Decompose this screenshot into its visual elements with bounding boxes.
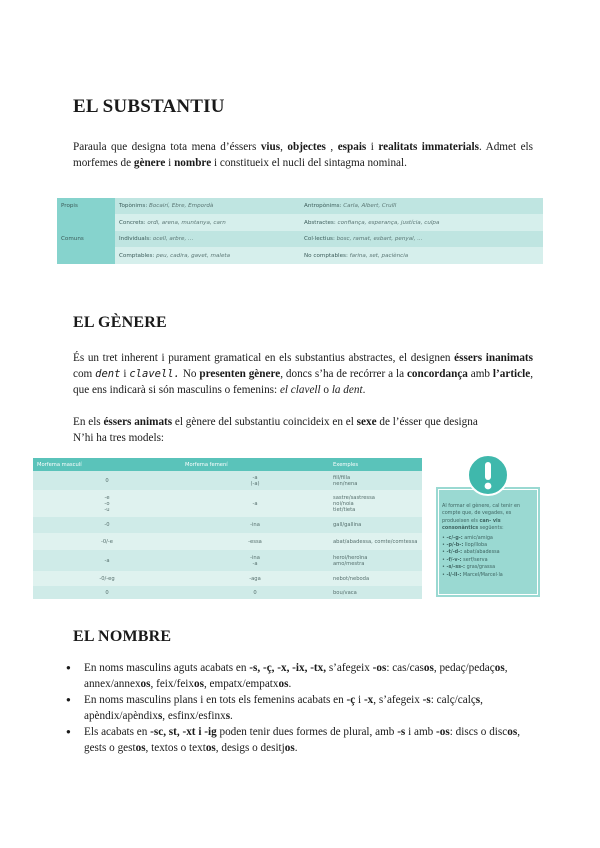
text: com (73, 368, 96, 380)
cell-fem (181, 586, 329, 599)
example-word: el clavell (279, 384, 321, 396)
bold-text: can- vis consonàntics (442, 517, 501, 532)
label: No comptables: (304, 252, 348, 259)
text: . (294, 742, 298, 754)
cell-line: -aga (249, 575, 261, 582)
text: el gènere del substantiu coincideix en el (172, 416, 357, 428)
cell-line: -0/-eg (99, 575, 115, 582)
callout-list-item (442, 572, 536, 579)
cell-line: noi/noia (333, 500, 354, 507)
cell-masc (33, 517, 181, 533)
cell-line: gall/gallina (333, 522, 362, 528)
text: . (288, 678, 292, 690)
text: i (355, 694, 364, 706)
text: Al formar el gènere, cal tenir en compte que, de vegades, es produeixen els (442, 503, 521, 524)
section-title-substantiu: EL SUBSTANTIU (73, 96, 225, 117)
exclamation-glyph (469, 456, 507, 494)
cell-masc (33, 571, 181, 586)
text: o (320, 384, 332, 396)
intro-text: i constitueix el nucli del sintagma nominal. (211, 157, 407, 169)
text: Els acabats en (84, 726, 151, 738)
column-header: Exemples (333, 461, 359, 468)
bold-text: -s (422, 694, 431, 706)
text: i (120, 368, 130, 380)
bold-text: s (225, 710, 231, 722)
bold-text: os (284, 742, 295, 754)
text: , esfinx/esfinx (162, 710, 226, 722)
text: , pedaç/pedaç (433, 662, 495, 674)
row-header-propis: Propis (57, 198, 115, 214)
cell-concrets (115, 214, 300, 231)
intro-bold: nombre (174, 157, 212, 169)
cell-no-comptables (300, 247, 543, 264)
text: amb (467, 368, 493, 380)
cell-col-lectius (300, 231, 543, 247)
bullet-icon: ● (66, 663, 71, 672)
cell-line: (-a) (250, 480, 260, 487)
cell-line: amo/mestra (333, 560, 365, 567)
cell-masc (33, 533, 181, 550)
intro-bold: espais (337, 141, 367, 153)
rule: -t/-d-: (446, 549, 463, 556)
text: , que ens indicarà si són masculins o femenins: (73, 368, 533, 396)
label: Individuals: (119, 236, 152, 242)
intro-text: i (165, 157, 175, 169)
cell-masc (33, 490, 181, 517)
table-row (33, 490, 422, 517)
callout-list-item (442, 535, 536, 542)
callout-list-item (442, 542, 536, 549)
rule: -p/-b-: (446, 542, 464, 549)
cell-line: -ina (250, 522, 260, 528)
text: poden tenir dues formes de plural, amb (216, 726, 398, 738)
examples: bosc, ramat, esbart, penyal, ... (336, 236, 423, 242)
bold-text: os (507, 726, 518, 738)
cell-line: -ina (250, 554, 260, 561)
text: següents: (478, 525, 504, 532)
text: , textos o text (145, 742, 206, 754)
text: , feix/feix (150, 678, 194, 690)
label: Concrets: (119, 219, 146, 226)
bold-text: os (278, 678, 289, 690)
text: . (362, 384, 366, 396)
example-word: dent (95, 368, 121, 380)
text: No (179, 368, 200, 380)
cell-line: -a (252, 474, 258, 481)
cell-fem (181, 471, 329, 490)
cell-line: -e (104, 494, 110, 501)
label: Comptables: (119, 252, 155, 259)
text: , s’afegeix (373, 694, 423, 706)
bold-text: os (423, 662, 434, 674)
cell-line: bou/vaca (333, 589, 357, 596)
text: : discs o disc (449, 726, 508, 738)
bold-text: sexe (356, 416, 377, 428)
callout-intro (442, 503, 536, 533)
cell-fem (181, 571, 329, 586)
column-header: Morfema femení (185, 461, 228, 468)
examples: confiança, esperança, justícia, culpa (337, 219, 440, 226)
bold-text: os (205, 742, 216, 754)
cell-line: 0 (105, 477, 109, 484)
bold-text: s (157, 710, 163, 722)
bullet-icon: ● (66, 695, 71, 704)
intro-text: i (366, 141, 379, 153)
intro-text: . Admet els morfemes de (73, 141, 533, 169)
intro-bold: objectes (287, 141, 326, 153)
cell-line: heroi/heroïna (333, 554, 368, 561)
table-row (33, 533, 422, 550)
text: , desigs o desitj (215, 742, 285, 754)
cell-line: -a (252, 500, 258, 507)
text: En noms masculins plans i en tots els femenins acabats en (84, 694, 347, 706)
example-word: la dent (331, 384, 363, 396)
rule: -f/-v-: (446, 556, 462, 563)
intro-bold: realitats immaterials (378, 141, 479, 153)
noun-classes-table (57, 198, 543, 264)
cell-masc (33, 471, 181, 490)
text: , apèndix/apèndix (84, 694, 483, 722)
cell-line: -0/-e (101, 538, 113, 545)
section-title-nombre: EL NOMBRE (73, 628, 172, 645)
cell-comptables (115, 247, 300, 264)
cell-examples (329, 571, 422, 586)
examples: Bocairí, Ebre, Empordà (149, 203, 214, 209)
bold-text: s (475, 694, 481, 706)
cell-line: fill/filla (333, 474, 351, 481)
text: , empatx/empatx (203, 678, 279, 690)
intro-text: , (325, 141, 338, 153)
bullet-icon: ● (66, 727, 71, 736)
callout-list (442, 535, 536, 579)
label: Col·lectius: (304, 236, 335, 242)
table-row (33, 550, 422, 571)
section-title-genere: EL GÈNERE (73, 314, 167, 331)
text: i amb (405, 726, 437, 738)
cell-fem (181, 517, 329, 533)
example: Marcel/Marcel·la (462, 571, 503, 578)
bold-text: -x (363, 694, 374, 706)
cell-line: tiet/tieta (333, 506, 356, 513)
text: : calç/calç (430, 694, 476, 706)
examples: ocell, arbre, ... (152, 236, 194, 242)
exclamation-icon (467, 454, 509, 496)
bold-text: -os (372, 662, 387, 674)
cell-line: -essa (248, 538, 262, 545)
cell-individuals (115, 231, 300, 247)
example: amic/amiga (464, 534, 493, 541)
rule: -s/-ss-: (446, 564, 466, 571)
text: . (230, 710, 233, 722)
intro-text: , (280, 141, 288, 153)
table-row (33, 571, 422, 586)
cell-line: -o (104, 500, 110, 507)
rule: -l/-ll-: (446, 571, 462, 578)
label: Topònims: (119, 203, 148, 209)
cell-toponims (115, 198, 300, 214)
examples: ordi, arena, muntanya, carn (147, 219, 226, 226)
examples: Carla, Albert, Cruïll (343, 203, 397, 209)
text: : cas/cas (386, 662, 424, 674)
cell-line: -a (252, 560, 258, 567)
bold-text: -sc, st, -xt i -ig (150, 726, 217, 738)
cell-antroponims (300, 198, 543, 214)
text: , gests o gest (84, 726, 520, 754)
cell-line: nen/nena (333, 480, 358, 487)
cell-line: -0 (104, 522, 110, 528)
list-item (56, 724, 536, 756)
column-header: Morfema masculí (37, 461, 82, 468)
intro-bold: vius (260, 141, 281, 153)
gender-models-table (33, 458, 422, 599)
cell-examples (329, 490, 422, 517)
example: llop/lloba (464, 542, 488, 549)
bold-text: os (140, 678, 151, 690)
consonant-changes-callout (436, 487, 540, 597)
example: abat/abadessa (463, 549, 500, 556)
bold-text: os (135, 742, 146, 754)
text: de l’ésser que designa (376, 416, 478, 428)
bold-text: presenten gènere (199, 368, 281, 380)
cell-examples (329, 533, 422, 550)
cell-line: -u (104, 506, 110, 513)
callout-list-item (442, 557, 536, 564)
bold-text: os (194, 678, 204, 690)
bold-text: os (494, 662, 505, 674)
text: En noms masculins aguts acabats en (84, 662, 250, 674)
example-word: clavell. (129, 368, 180, 380)
table-row (33, 517, 422, 533)
cell-examples (329, 471, 422, 490)
example: serf/serva (463, 556, 488, 563)
examples: peu, cadira, gavet, maleta (156, 252, 231, 259)
table-row (33, 471, 422, 490)
bold-text: -ç (346, 694, 356, 706)
cell-examples (329, 517, 422, 533)
label: Abstractes: (304, 219, 336, 226)
example: gras/grassa (466, 564, 496, 571)
bold-text: -s, -ç, -x, -ix, -tx, (249, 662, 327, 674)
cell-examples (329, 586, 422, 599)
plural-rules-list (56, 660, 536, 756)
genere-paragraph-3: N’hi ha tres models: (73, 432, 165, 444)
text: s’afegeix (326, 662, 373, 674)
cell-line: 0 (253, 589, 257, 596)
cell-line: sastre/sastressa (333, 494, 375, 501)
intro-bold: gènere (133, 157, 166, 169)
table-header-row (33, 458, 422, 471)
cell-line: abat/abadessa, comte/comtessa (333, 538, 418, 545)
cell-examples (329, 550, 422, 571)
bold-text: -os (436, 726, 450, 738)
row-header-comuns: Comuns (57, 214, 115, 264)
bold-text: éssers animats (103, 416, 173, 428)
genere-paragraph-2 (73, 414, 533, 430)
text: , doncs s’ha de recórrer a la (280, 368, 407, 380)
bold-text: l’article (492, 368, 531, 380)
cell-fem (181, 550, 329, 571)
table-row (33, 586, 422, 599)
examples: farina, set, paciència (349, 252, 409, 259)
bold-text: -s (397, 726, 406, 738)
callout-list-item (442, 549, 536, 556)
rule: -c/-g-: (446, 534, 463, 541)
genere-paragraph-1 (73, 350, 533, 398)
text: , annex/annex (84, 662, 508, 690)
label: Antropònims: (304, 203, 342, 209)
cell-fem (181, 490, 329, 517)
cell-line: 0 (105, 589, 109, 596)
list-item (56, 660, 536, 692)
cell-line: -a (104, 557, 110, 564)
intro-text: Paraula que designa tota mena d’éssers (73, 141, 261, 153)
callout-text (442, 503, 536, 579)
cell-masc (33, 550, 181, 571)
list-item (56, 692, 536, 724)
bold-text: éssers inanimats (454, 352, 533, 364)
text: És un tret inherent i purament gramatical en els substantius abstractes, el designen (73, 352, 455, 364)
text: En els (73, 416, 104, 428)
cell-fem (181, 533, 329, 550)
intro-paragraph (73, 139, 533, 171)
callout-list-item (442, 564, 536, 571)
cell-abstractes (300, 214, 543, 231)
bold-text: concordança (406, 368, 468, 380)
cell-masc (33, 586, 181, 599)
cell-line: nebot/neboda (333, 575, 370, 582)
